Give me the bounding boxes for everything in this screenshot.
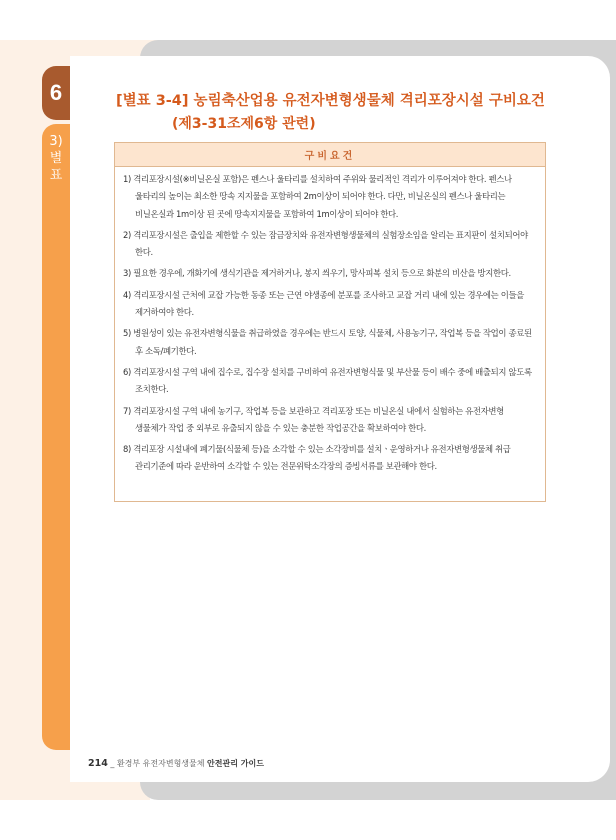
section-name-char: 표 [49, 168, 63, 183]
requirement-item: 5) 병원성이 있는 유전자변형식물을 취급하였을 경우에는 반드시 토양, 식물체, 사용농기구, 작업복 등을 작업이 종료된 후 소독/폐기한다. [123, 328, 532, 356]
requirements-header: 구비요건 [115, 143, 545, 167]
requirement-item: 3) 필요한 경우에, 개화기에 생식기관을 제거하거나, 봉지 씌우기, 망사피복 설치 등으로 화분의 비산을 방지한다. [123, 268, 511, 279]
requirement-item: 6) 격리포장시설 구역 내에 집수로, 집수장 설치를 구비하여 유전자변형식물 및 부산물 등이 배수 중에 배출되지 않도록 조치한다. [123, 366, 532, 395]
requirements-list [115, 167, 545, 476]
requirement-item: 7) 격리포장시설 구역 내에 농기구, 작업복 등을 보관하고 격리포장 또는 비닐온실 내에서 실험하는 유전자변형 생물체가 작업 중 외부로 유출되지 않을 수 있는 충분한 작업공간을 확보하여야 한다. [123, 405, 504, 433]
page-title: [별표 3-4] 농림축산업용 유전자변형생물체 격리포장시설 구비요건 [116, 93, 545, 109]
page-subtitle: (제3-31조제6항 관련) [172, 116, 316, 132]
requirement-item: 4) 격리포장시설 근처에 교잡 가능한 동종 또는 근연 야생종에 분포를 조사하고 교잡 거리 내에 있는 경우에는 이들을 제거하여야 한다. [123, 289, 524, 318]
footer-guide-title: 안전관리 가이드 [207, 759, 264, 768]
section-number: 3) [49, 134, 63, 149]
background-bottom-strip [150, 800, 616, 840]
section-label [46, 133, 66, 184]
footer-publisher: 환경부 유전자변형생물체 [116, 759, 205, 768]
section-tab [42, 124, 70, 750]
section-name-char: 별 [49, 151, 63, 166]
page-footer [88, 758, 264, 769]
footer-separator: _ [110, 759, 115, 768]
requirement-item: 8) 격리포장 시설내에 폐기물(식물체 등)을 소각할 수 있는 소각장비를 설치ㆍ운영하거나 유전자변형생물체 취급 관리기준에 따라 운반하여 소각할 수 있는 전문위탁소각장의 증빙서류를 보관해야 한다. [123, 444, 511, 472]
chapter-number: 6 [49, 80, 63, 105]
chapter-tab [42, 66, 70, 120]
requirement-item: 1) 격리포장시설(※비닐온실 포함)은 펜스나 울타리를 설치하여 주위와 물리적인 격리가 이루어져야 한다. 펜스나 울타리의 높이는 최소한 땅속 지지물을 포함하여 2m이상이 되어야 한다. 다만, 비닐온실의 펜스나 울타리는 비닐온실과 1m이상 된 곳에 땅속지지물을 포함하여 1m이상이 되어야 한다. [123, 174, 512, 219]
requirement-item: 2) 격리포장시설은 출입을 제한할 수 있는 잠금장치와 유전자변형생물체의 실험장소임을 알리는 표지판이 설치되어야 한다. [123, 229, 528, 258]
page-number: 214 [88, 758, 108, 769]
requirements-table [114, 142, 546, 502]
